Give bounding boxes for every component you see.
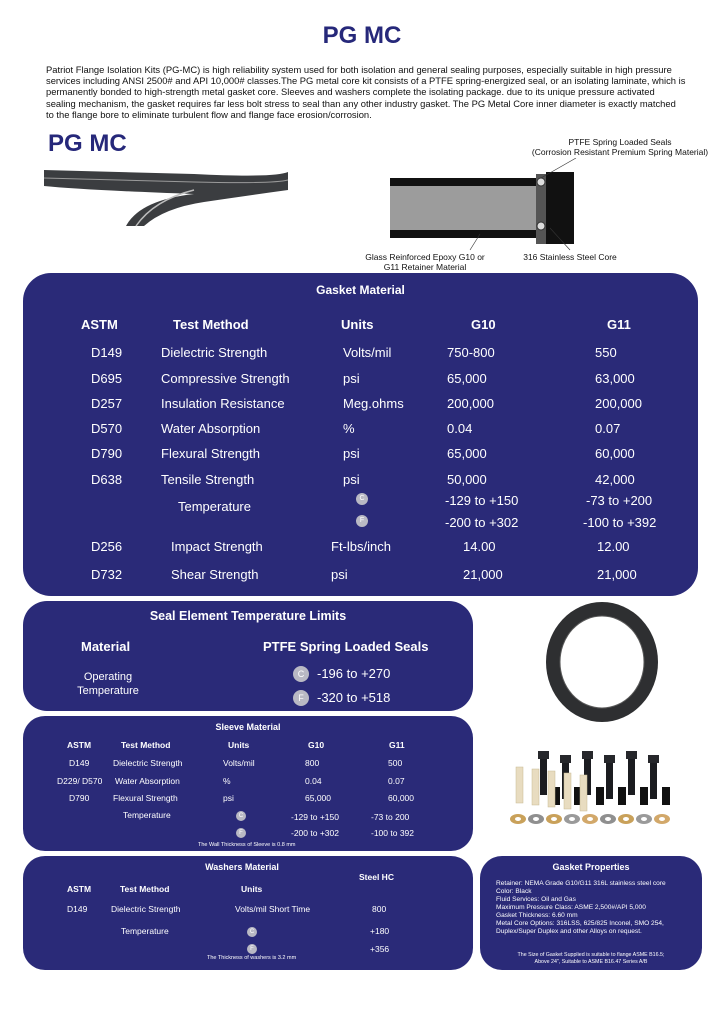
units-cell: Ft-lbs/inch: [331, 539, 391, 554]
gasket-section-illustration: [44, 160, 294, 230]
temperature-label: Temperature: [77, 685, 139, 697]
g11-cell: 21,000: [597, 567, 637, 582]
g10-cell: 65,000: [447, 446, 487, 461]
fahrenheit-icon: F: [356, 515, 368, 527]
bolt-head-icon: [560, 755, 571, 763]
bolt-icon: [650, 759, 657, 799]
g10-cell: 65,000: [447, 371, 487, 386]
g10-cell: 0.04: [447, 421, 473, 436]
test-method-cell: Dielectric Strength: [113, 758, 183, 768]
astm-cell: D732: [91, 567, 123, 582]
operating-label: Operating: [83, 671, 133, 683]
g11-cell: 0.07: [388, 776, 405, 786]
g10-cell: 750-800: [447, 345, 495, 360]
sleeve-panel: [23, 716, 473, 851]
seal-temp-f: -320 to +518: [317, 690, 391, 705]
test-method-cell: Tensile Strength: [161, 472, 255, 487]
washer-temp-c: +180: [370, 926, 390, 936]
g11-cell: 60,000: [388, 793, 414, 803]
seal-limits-title: Seal Element Temperature Limits: [149, 609, 347, 623]
test-method-cell: Impact Strength: [171, 539, 263, 554]
fahrenheit-icon: F: [236, 828, 246, 838]
ring-gasket-image: [542, 600, 662, 725]
seal-label-1: PTFE Spring Loaded Seals: [568, 137, 672, 147]
washer-hole-icon: [569, 817, 575, 821]
sleeve-icon: [564, 773, 571, 809]
properties-note-1: The Size of Gasket Supplied is suitable to flange ASME B16.5;: [517, 952, 665, 958]
washer-hole-icon: [641, 817, 647, 821]
washer-astm: D149: [67, 904, 88, 914]
bolt-kit-image: [510, 745, 690, 830]
hdr-astm: ASTM: [67, 740, 92, 750]
washer-hole-icon: [533, 817, 539, 821]
astm-cell: D695: [91, 371, 123, 386]
bolt-icon: [606, 759, 613, 799]
g11-cell: 550: [595, 345, 617, 360]
astm-cell: D256: [91, 539, 123, 554]
g11-cell: 500: [388, 758, 403, 768]
property-line: Color: Black: [496, 888, 532, 895]
astm-cell: D790: [69, 793, 90, 803]
bolt-head-icon: [538, 751, 549, 759]
property-line: Gasket Thickness: 6.60 mm: [496, 912, 578, 919]
core-label: 316 Stainless Steel Core: [523, 252, 617, 262]
test-method-cell: Water Absorption: [161, 421, 261, 436]
g11-cell: 200,000: [595, 396, 642, 411]
sleeve-note: The Wall Thickness of Sleeve is 0.8 mm: [198, 842, 296, 848]
celsius-icon: C: [293, 666, 309, 682]
gasket-material-panel: [23, 273, 698, 596]
test-method-cell: Dielectric Strength: [161, 345, 268, 360]
g10-temp-c: -129 to +150: [445, 493, 519, 508]
g11-cell: 0.07: [595, 421, 621, 436]
sleeve-icon: [580, 775, 587, 811]
gasket-properties-panel: [480, 856, 702, 970]
test-method-cell: Insulation Resistance: [161, 396, 285, 411]
washers-panel: [23, 856, 473, 970]
g11-cell: 63,000: [595, 371, 635, 386]
properties-note-2: Above 24", Suitable to ASME B16.47 Series A/B: [534, 959, 648, 965]
astm-cell: D149: [69, 758, 90, 768]
hdr-test-method: Test Method: [120, 884, 170, 894]
units-cell: Meg.ohms: [343, 396, 404, 411]
washer-temp-f: +356: [370, 944, 390, 954]
astm-cell: D790: [91, 446, 123, 461]
sleeve-title: Sleeve Material: [215, 722, 281, 732]
washer-units: Volts/mil Short Time: [235, 904, 311, 914]
fahrenheit-icon: F: [293, 690, 309, 706]
washer-hole-icon: [515, 817, 521, 821]
washer-hole-icon: [605, 817, 611, 821]
properties-title: Gasket Properties: [552, 862, 630, 872]
units-cell: psi: [331, 567, 348, 582]
g11-temp-c: -73 to +200: [586, 493, 653, 508]
astm-cell: D257: [91, 396, 123, 411]
material-header: Material: [81, 639, 131, 654]
fahrenheit-icon: F: [247, 944, 257, 954]
washer-hole-icon: [623, 817, 629, 821]
test-method-cell: Shear Strength: [171, 567, 259, 582]
washer-value: 800: [372, 904, 387, 914]
hdr-g11: G11: [607, 317, 631, 332]
property-line: Duplex/Super Duplex and other Alloys on request.: [496, 928, 642, 935]
seal-temp-c: -196 to +270: [317, 666, 391, 681]
units-cell: Volts/mil: [343, 345, 392, 360]
astm-cell: D570: [91, 421, 123, 436]
nut-icon: [640, 787, 648, 805]
bolt-head-icon: [648, 755, 659, 763]
property-line: Fluid Services: Oil and Gas: [496, 896, 576, 903]
hdr-g11: G11: [389, 740, 405, 750]
celsius-icon: C: [236, 811, 246, 821]
test-method-cell: Compressive Strength: [161, 371, 290, 386]
property-line: Metal Core Options: 316LSS, 625/825 Inconel, SMO 254,: [496, 920, 664, 927]
g11-cell: 12.00: [597, 539, 630, 554]
retainer-label-1: Glass Reinforced Epoxy G10 or: [365, 252, 485, 262]
units-cell: psi: [223, 793, 234, 803]
page-title: PG MC: [322, 22, 402, 49]
g10-cell: 0.04: [305, 776, 322, 786]
units-cell: psi: [343, 472, 360, 487]
g10-cell: 65,000: [305, 793, 331, 803]
hdr-units: Units: [341, 317, 374, 332]
seal-limits-panel: [23, 601, 473, 711]
sleeve-icon: [516, 767, 523, 803]
property-line: Retainer: NEMA Grade G10/G11 316L stainless steel core: [496, 880, 666, 887]
sleeve-icon: [532, 769, 539, 805]
g10-cell: 21,000: [463, 567, 503, 582]
astm-cell: D229/ D570: [57, 776, 103, 786]
g11-cell: 60,000: [595, 446, 635, 461]
seal-label-2: (Corrosion Resistant Premium Spring Material): [531, 147, 709, 157]
ptfe-header: PTFE Spring Loaded Seals: [263, 639, 429, 654]
hdr-test-method: Test Method: [121, 740, 171, 750]
test-method-cell: Flexural Strength: [161, 446, 260, 461]
units-cell: Volts/mil: [223, 758, 255, 768]
nut-icon: [662, 787, 670, 805]
bolt-head-icon: [582, 751, 593, 759]
g10-temp-f: -200 to +302: [445, 515, 519, 530]
g10-cell: 50,000: [447, 472, 487, 487]
gasket-material-title: Gasket Material: [316, 283, 405, 297]
retainer-label-2: G11 Retainer Material: [383, 262, 467, 272]
hdr-g10: G10: [308, 740, 325, 750]
sleeve-icon: [548, 771, 555, 807]
bolt-head-icon: [626, 751, 637, 759]
intro-paragraph: Patriot Flange Isolation Kits (PG-MC) is high reliability system used for both isolation and general sealing purposes, especially suitable in high pressure services including ANSI 2500# and API 10,000# classes.The PG metal core kit consists of a PTFE spring-energized seal, or an isolating laminate, which is permanently bonded to high-strength metal gasket core. Sleeves and washers complete the isolating package. due to its unique pressure activated sealing mechanism, the gasket requires far less bolt stress to seal than any other industry gasket. The PG Metal Core inner diameter is exactly matched to the flange bore to eliminate turbulent flow and flange face erosion/corrosion.: [46, 64, 686, 120]
celsius-icon: C: [247, 927, 257, 937]
hdr-units: Units: [241, 884, 263, 894]
sleeve-g11-c: -73 to 200: [371, 812, 410, 822]
washer-note: The Thickness of washers is 3.2 mm: [207, 955, 297, 961]
nut-icon: [596, 787, 604, 805]
units-cell: %: [223, 776, 231, 786]
astm-cell: D638: [91, 472, 123, 487]
hdr-steel-hc: Steel HC: [359, 872, 394, 882]
units-cell: %: [343, 421, 355, 436]
washers-title: Washers Material: [205, 862, 279, 872]
astm-cell: D149: [91, 345, 123, 360]
cross-section-diagram: [390, 158, 590, 252]
washer-temp-label: Temperature: [121, 926, 169, 936]
g11-temp-f: -100 to +392: [583, 515, 657, 530]
sleeve-g11-f: -100 to 392: [371, 828, 415, 838]
washer-hole-icon: [659, 817, 665, 821]
hdr-astm: ASTM: [81, 317, 118, 332]
washer-hole-icon: [551, 817, 557, 821]
product-subtitle: PG MC: [48, 130, 127, 157]
g10-cell: 200,000: [447, 396, 494, 411]
bolt-icon: [628, 755, 635, 795]
sleeve-g10-c: -129 to +150: [291, 812, 339, 822]
units-cell: psi: [343, 446, 360, 461]
hdr-test-method: Test Method: [173, 317, 249, 332]
test-method-cell: Flexural Strength: [113, 793, 178, 803]
hdr-astm: ASTM: [67, 884, 92, 894]
washer-test: Dielectric Strength: [111, 904, 181, 914]
sleeve-temp-label: Temperature: [123, 810, 171, 820]
g10-cell: 800: [305, 758, 320, 768]
washer-hole-icon: [587, 817, 593, 821]
sleeve-g10-f: -200 to +302: [291, 828, 339, 838]
units-cell: psi: [343, 371, 360, 386]
g11-cell: 42,000: [595, 472, 635, 487]
property-line: Maximum Pressure Class: ASME 2,500#/API 5,000: [496, 904, 646, 911]
hdr-g10: G10: [471, 317, 496, 332]
test-method-cell: Water Absorption: [115, 776, 180, 786]
hdr-units: Units: [228, 740, 250, 750]
nut-icon: [618, 787, 626, 805]
celsius-icon: C: [356, 493, 368, 505]
temp-label: Temperature: [178, 499, 251, 514]
bolt-head-icon: [604, 755, 615, 763]
bolt-icon: [540, 755, 547, 795]
g10-cell: 14.00: [463, 539, 496, 554]
